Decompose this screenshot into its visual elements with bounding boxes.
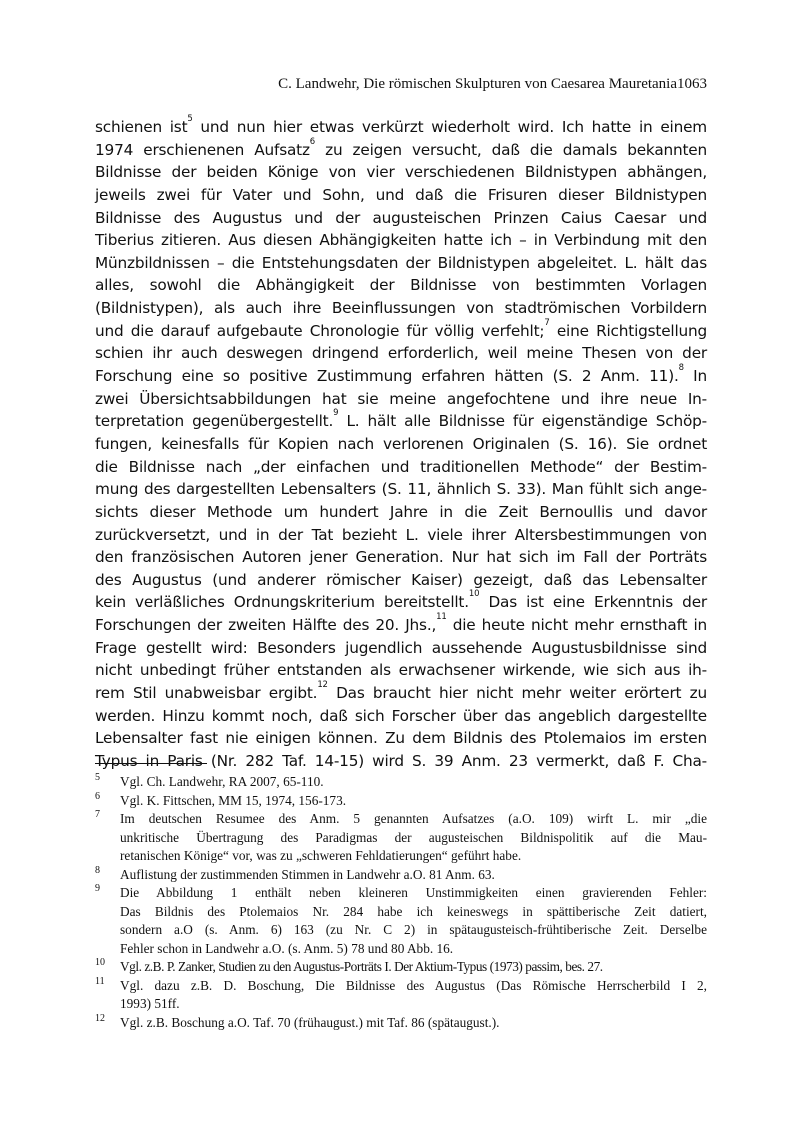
body-line	[95, 274, 707, 297]
footnote-number: 8	[95, 864, 100, 876]
text-run: 1974 erschienenen Aufsatz	[95, 140, 310, 159]
footnote-line: unkritische Übertragung des Paradigmas der augusteischen Bildnispolitik auf die Mau-	[120, 829, 707, 845]
text-run: eine Richtigstellung	[549, 321, 708, 340]
body-line	[95, 410, 707, 433]
footnote-line: Vgl. z.B. Boschung a.O. Taf. 70 (frühaugust.) mit Taf. 86 (spätaugust.).	[120, 1014, 500, 1030]
body-line	[95, 252, 707, 275]
footnote-rule	[95, 763, 207, 764]
footnote-number: 7	[95, 809, 100, 820]
footnote-line: Vgl. Ch. Landwehr, RA 2007, 65-110.	[120, 774, 324, 789]
footnote-line: retanischen Könige“ vor, was zu „schweren Fehldatierungen“ geführt habe.	[120, 848, 522, 863]
footnote-number: 11	[95, 975, 105, 987]
text-run: Das braucht hier nicht mehr weiter erörtert zu	[327, 684, 707, 703]
footnotes	[95, 773, 707, 1032]
footnote-number: 5	[95, 772, 100, 783]
body-line	[95, 591, 707, 614]
body-line	[95, 136, 707, 162]
text-run: schienen ist	[95, 118, 188, 136]
text-run: werden. Hinzu kommt noch, daß sich Forscher über das angeblich dargestellte	[95, 706, 707, 725]
text-run: kein verläßliches Ordnungskriterium bereitstellt.	[95, 593, 469, 612]
footnote-ref: 6	[309, 136, 316, 147]
text-run: und die darauf aufgebaute Chronologie für völlig verfehlt;	[95, 321, 545, 340]
body-line	[95, 297, 707, 320]
footnote-number: 12	[95, 1012, 105, 1024]
text-run: terpretation gegenübergestellt.	[95, 412, 334, 431]
footnote-ref: 5	[187, 114, 193, 124]
text-run: (Bildnistypen), als auch ihre Beeinflussungen von stadtrömischen Vorbildern	[95, 299, 707, 318]
footnote-6	[95, 792, 707, 811]
body-line	[95, 614, 707, 637]
footnote-line: Vgl. dazu z.B. D. Boschung, Die Bildnisse des Augustus (Das Römische Herrscherbild I 2,	[120, 977, 707, 993]
text-run: jeweils zwei für Vater und Sohn, und daß die Frisuren dieser Bildnistypen	[95, 185, 707, 204]
text-run: Frage gestellt wird: Besonders jugendlich aussehende Augustusbildnisse sind	[95, 638, 707, 657]
text-run: L. hält alle Bildnisse für eigenständige Schöp-	[338, 412, 707, 431]
footnote-line: Fehler schon in Landwehr a.O. (s. Anm. 5) 78 und 80 Abb. 16.	[120, 940, 454, 956]
body-line	[95, 727, 707, 750]
footnote-ref: 8	[678, 363, 684, 374]
body-line	[95, 207, 707, 230]
body-line	[95, 750, 707, 773]
body-line	[95, 682, 707, 705]
text-run: zurückversetzt, und in der Tat bezieht L. viele ihrer Altersbestimmungen von	[95, 525, 707, 544]
footnote-ref: 12	[317, 680, 328, 691]
body-line	[95, 569, 707, 592]
text-run: mung des dargestellten Lebensalters (S. 11, ähnlich S. 33). Man fühlt sich ange-	[95, 480, 707, 499]
text-run: Tiberius zitieren. Aus diesen Abhängigkeiten hatte ich – in Verbindung mit den	[95, 231, 707, 250]
text-run: Münzbildnissen – die Entstehungsdaten der Bildnistypen abgeleitet. L. hält das	[95, 253, 707, 272]
footnote-line: 1993) 51ff.	[120, 996, 180, 1011]
page-number: 1063	[677, 76, 707, 92]
footnote-12	[95, 1014, 707, 1033]
text-run: Bildnisse des Augustus und der augusteischen Prinzen Caius Caesar und	[95, 208, 707, 227]
body-line	[95, 637, 707, 660]
footnote-line: Das Bildnis des Ptolemaios Nr. 284 habe ich keineswegs in spättiberische Zeit datiert,	[120, 903, 707, 919]
text-run: die Bildnisse nach „der einfachen und traditionellen Methode“ der Bestim-	[95, 457, 707, 476]
footnote-9	[95, 884, 707, 958]
footnote-8	[95, 866, 707, 885]
text-run: rem Stil unabweisbar ergibt.	[95, 684, 318, 703]
text-run: Bildnisse der beiden Könige von vier verschiedenen Bildnistypen abhängen,	[95, 163, 707, 182]
body-line	[95, 229, 707, 252]
body-line	[95, 116, 707, 139]
footnote-ref: 9	[333, 408, 339, 419]
body-line	[95, 524, 707, 547]
body-line	[95, 501, 707, 524]
footnote-line: Auflistung der zustimmenden Stimmen in Landwehr a.O. 81 Anm. 63.	[120, 866, 495, 882]
body-line	[95, 388, 707, 411]
text-run: und nun hier etwas verkürzt wiederholt wird. Ich hatte in einem	[192, 118, 708, 136]
footnote-11	[95, 977, 707, 1014]
footnote-line: sondern a.O (s. Anm. 6) 163 (zu Nr. C 2) in spätaugusteisch-frühtiberische Zeit. Derselbe	[120, 922, 707, 937]
text-run: die heute nicht mehr ernsthaft in	[446, 616, 707, 635]
body-line	[95, 317, 708, 343]
footnote-ref: 11	[436, 612, 447, 623]
text-run: fungen, keinesfalls für Kopien nach verlorenen Originalen (S. 16). Sie ordnet	[95, 434, 707, 453]
body-line	[95, 433, 707, 456]
running-title: C. Landwehr, Die römischen Skulpturen von Caesarea Mauretania	[278, 76, 677, 92]
body-line	[95, 546, 707, 569]
text-run: nicht unbedingt früher entstanden als erwachsener wirkende, wie sich aus ih-	[95, 661, 707, 680]
body-line	[95, 342, 707, 365]
body-line	[95, 365, 707, 388]
body-line	[95, 456, 707, 479]
text-run: Typus in Paris (Nr. 282 Taf. 14-15) wird S. 39 Anm. 23 vermerkt, daß F. Cha-	[95, 751, 707, 770]
footnote-number: 6	[95, 790, 100, 802]
text-run: zu zeigen versucht, daß die damals bekannten	[315, 140, 707, 159]
footnote-line: Vgl. z.B. P. Zanker, Studien zu den Augustus-Porträts I. Der Aktium-Typus (1973) passim, bes. 27.	[120, 959, 603, 974]
footnote-ref: 10	[468, 589, 480, 600]
footnote-5	[95, 773, 707, 792]
text-run: alles, sowohl die Abhängigkeit der Bildnisse von bestimmten Vorlagen	[95, 276, 707, 295]
footnote-ref: 7	[544, 317, 550, 328]
footnote-line: Die Abbildung 1 enthält neben kleineren Unstimmigkeiten einen gravierenden Fehler:	[120, 885, 707, 900]
text-run: In	[683, 367, 707, 386]
text-run: Forschung eine so positive Zustimmung erfahren hätten (S. 2 Anm. 11).	[95, 367, 679, 386]
text-run: des Augustus (und anderer römischer Kaiser) gezeigt, daß das Lebensalter	[95, 570, 707, 589]
footnote-line: Im deutschen Resumee des Anm. 5 genannten Aufsatzes (a.O. 109) wirft L. mir „die	[120, 811, 707, 826]
text-run: Das ist eine Erkenntnis der	[479, 593, 707, 612]
footnote-number: 9	[95, 883, 100, 894]
text-run: den französischen Autoren jener Generation. Nur hat sich im Fall der Porträts	[95, 548, 707, 567]
text-run: Lebensalter fast nie einigen können. Zu dem Bildnis des Ptolemaios im ersten	[95, 729, 707, 748]
body-line	[95, 705, 707, 728]
body-line	[95, 161, 707, 184]
body-line	[95, 184, 707, 207]
footnote-7	[95, 810, 707, 866]
text-run: Forschungen der zweiten Hälfte des 20. Jhs.,	[95, 616, 437, 635]
text-run: schien ihr auch deswegen dringend erforderlich, weil meine Thesen von der	[95, 344, 707, 363]
text-run: zwei Übersichtsabbildungen hat sie meine angefochtene und ihre neue In-	[95, 389, 707, 408]
running-header	[95, 72, 707, 96]
body-text	[95, 116, 707, 773]
body-line	[95, 659, 707, 682]
text-run: sichts dieser Methode um hundert Jahre in die Zeit Bernoullis und davor	[95, 502, 707, 521]
footnote-number: 10	[95, 957, 105, 968]
body-line	[95, 478, 707, 501]
footnote-10	[95, 958, 707, 977]
footnote-line: Vgl. K. Fittschen, MM 15, 1974, 156-173.	[120, 792, 347, 808]
